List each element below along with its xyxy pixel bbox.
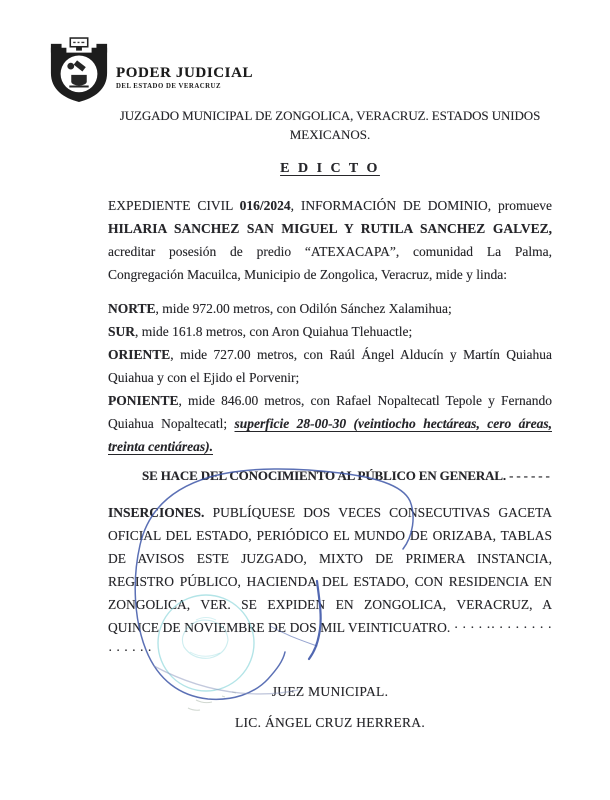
- signature-block: [108, 680, 552, 734]
- document-type-heading: E D I C T O: [280, 161, 380, 176]
- public-notice-line: SE HACE DEL CONOCIMIENTO AL PÚBLICO EN GENERAL. - - - - - -: [142, 468, 550, 483]
- boundary-norte: NORTE, mide 972.00 metros, con Odilón Sánchez Xalamihua;: [108, 301, 452, 316]
- boundary-oriente: ORIENTE, mide 727.00 metros, con Raúl Ángel Alducín y Martín Quiahua Quiahua y con el Ejido el Porvenir;: [108, 347, 552, 385]
- court-header-line-1: JUZGADO MUNICIPAL DE ZONGOLICA, VERACRUZ. ESTADOS UNIDOS: [119, 108, 541, 123]
- insertions-paragraph: INSERCIONES. PUBLÍQUESE DOS VECES CONSECUTIVAS GACETA OFICIAL DEL ESTADO, PERIÓDICO EL MUNDO DE ORIZABA, TABLAS DE AVISOS ESTE JUZGADO, MIXTO DE PRIMERA INSTANCIA, REGISTRO PÚBLICO, HACIENDA DEL ESTADO, CON RESIDENCIA EN ZONGOLICA, VER. SE EXPIDEN EN ZONGOLICA, VERACRUZ, A QUINCE DE NOVIEMBRE DE DOS MIL VEINTICUATRO. · · · · ·· · · · · · · · · · · · · ·: [108, 505, 552, 658]
- document-body: [108, 106, 552, 734]
- logo-subtitle: DEL ESTADO DE VERACRUZ: [116, 82, 221, 90]
- signer-name: LIC. ÁNGEL CRUZ HERRERA.: [234, 715, 426, 730]
- court-header-line-2: MEXICANOS.: [289, 127, 371, 142]
- logo-title: PODER JUDICIAL: [116, 64, 254, 81]
- boundary-sur: SUR, mide 161.8 metros, con Aron Quiahua Tlehuactle;: [108, 324, 413, 339]
- boundary-poniente: PONIENTE, mide 846.00 metros, con Rafael Nopaltecatl Tepole y Fernando Quiahua Nopaltecatl; superficie 28-00-30 (veintiocho hectáreas, cero áreas, treinta centiáreas).: [108, 393, 552, 454]
- case-paragraph: EXPEDIENTE CIVIL 016/2024, INFORMACIÓN DE DOMINIO, promueve HILARIA SANCHEZ SAN MIGUEL Y RUTILA SANCHEZ GALVEZ, acreditar posesión de predio “ATEXACAPA”, comunidad La Palma, Congregación Macuilca, Municipio de Zongolica, Veracruz, mide y linda:: [108, 198, 552, 282]
- letterhead: [48, 36, 253, 104]
- poder-judicial-shield-icon: [48, 36, 110, 104]
- letterhead-text: [116, 65, 253, 90]
- signer-title: JUEZ MUNICIPAL.: [271, 684, 389, 699]
